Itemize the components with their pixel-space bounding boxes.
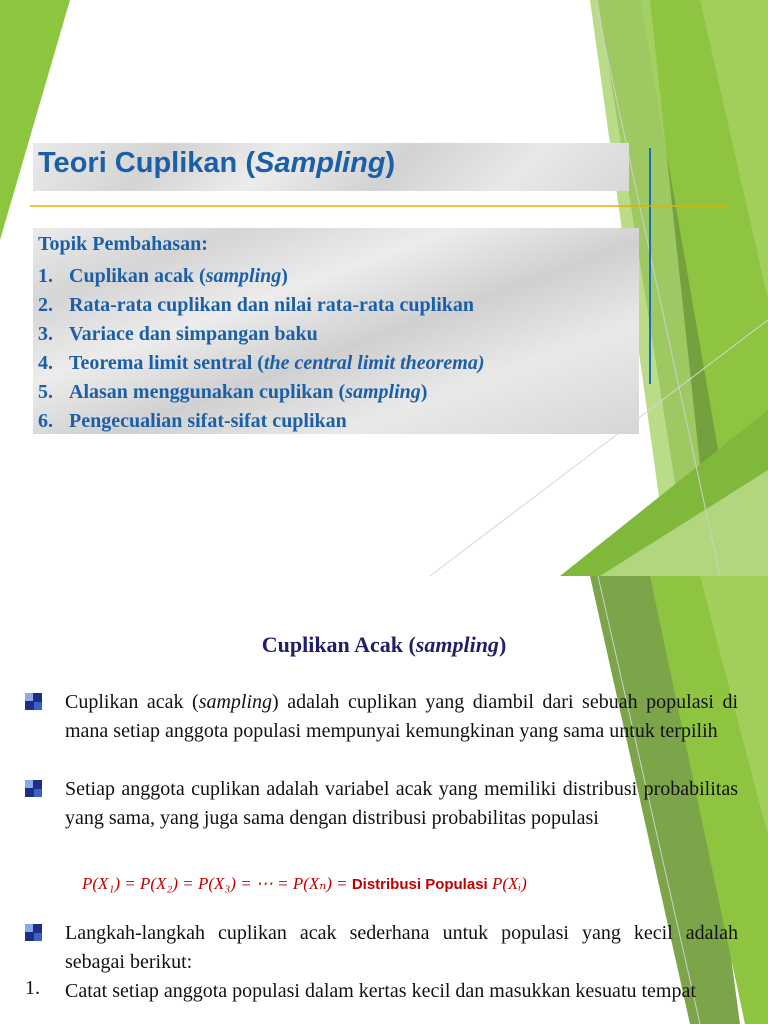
bullet-paragraph-1: Cuplikan acak (sampling) adalah cuplikan yang diambil dari sebuah populasi di mana setiap anggota populasi mempunyai kemungkinan yang sama untuk terpilih <box>65 691 739 742</box>
step-paragraph-1: Catat setiap anggota populasi dalam kertas kecil dan masukkan kesuatu tempat <box>65 980 696 1002</box>
section-title: Cuplikan Acak (sampling) <box>261 632 507 657</box>
topic-item: 6. Pengecualian sifat-sifat cuplikan <box>38 410 347 432</box>
square-bullet-icon <box>25 693 42 710</box>
bullet-paragraph-2: Setiap anggota cuplikan adalah variabel acak yang memiliki distribusi probabilitas yang sama, yang juga sama dengan distribusi probabilitas populasi <box>65 778 738 829</box>
slide-title-box <box>33 143 629 191</box>
topics-list <box>38 262 485 436</box>
probability-formula: P(X₁) = P(X₂) = P(X₃) = ⋯ = P(Xₙ) = Distribusi Populasi P(Xᵢ) <box>82 874 527 893</box>
topic-item: 4. Teorema limit sentral (the central limit theorema) <box>38 352 485 374</box>
slide-title: Teori Cuplikan (Sampling) <box>38 147 396 179</box>
topic-item: 5. Alasan menggunakan cuplikan (sampling) <box>38 381 428 403</box>
topics-box <box>33 228 639 434</box>
slide-2 <box>0 576 768 1024</box>
topic-item: 3. Variace dan simpangan baku <box>38 323 318 345</box>
step-number: 1. <box>25 977 40 999</box>
topics-heading: Topik Pembahasan: <box>38 233 208 255</box>
topic-item: 1. Cuplikan acak (sampling) <box>38 265 288 287</box>
topic-item: 2. Rata-rata cuplikan dan nilai rata-rata cuplikan <box>38 294 475 316</box>
square-bullet-icon <box>25 780 42 797</box>
square-bullet-icon <box>25 924 42 941</box>
bullet-paragraph-3: Langkah-langkah cuplikan acak sederhana untuk populasi yang kecil adalah sebagai berikut: <box>65 922 738 973</box>
